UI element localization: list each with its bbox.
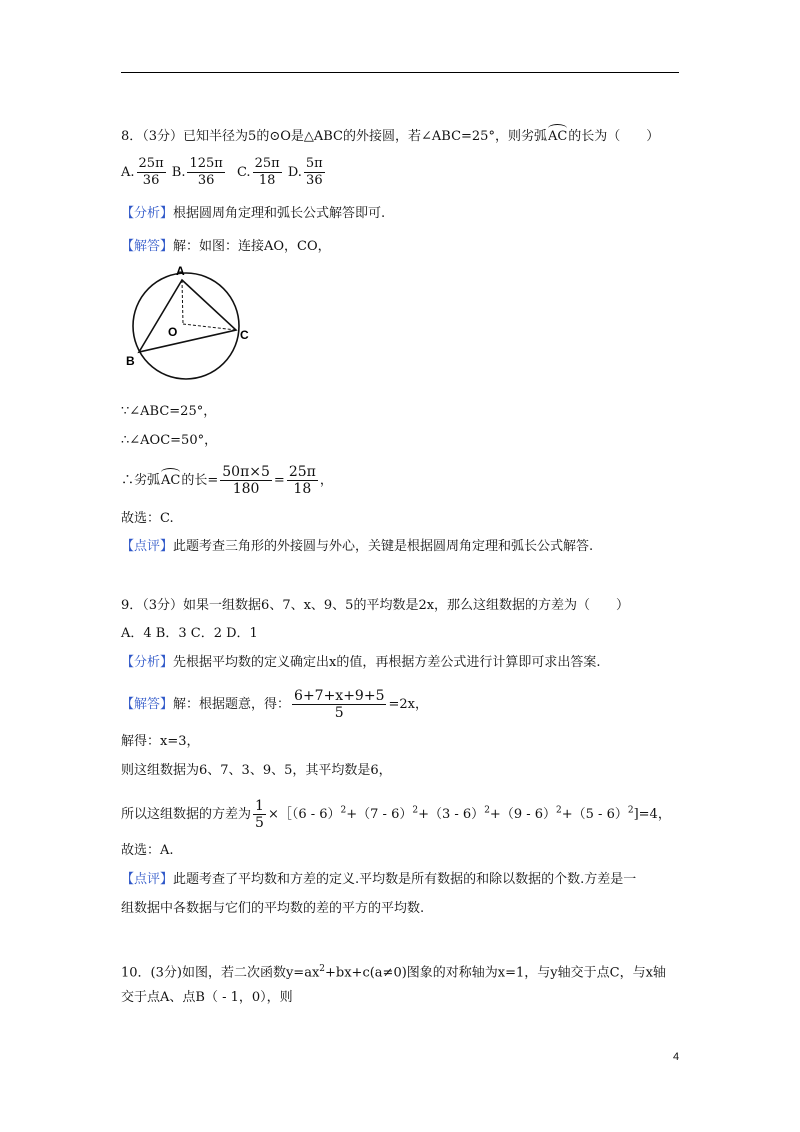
q9-comment-2: 组数据中各数据与它们的平均数的差的平方的平均数. — [121, 901, 425, 916]
arc-symbol: AC — [547, 129, 568, 144]
label-a: A — [176, 264, 185, 278]
label-c: C — [240, 328, 249, 342]
solution-tag: 【解答】 — [121, 697, 174, 712]
q8-solution-intro: 【解答】解：如图：连接AO，CO， — [121, 239, 331, 254]
q9-analysis: 【分析】先根据平均数的定义确定出x的值，再根据方差公式进行计算即可求出答案. — [121, 655, 601, 670]
q9-choice: 故选：A. — [121, 843, 174, 858]
q8-comment: 【点评】此题考查三角形的外接圆与外心，关键是根据圆周角定理和弧长公式解答. — [121, 539, 594, 554]
q8-options — [121, 156, 327, 189]
circle-figure — [118, 262, 268, 387]
q9-solution-equation: 【解答】解：根据题意，得： $\frac{6+7+x+9+5}{5}$ =2x， — [121, 688, 428, 721]
option-c: C. $\frac{25\pi}{18}$ — [236, 156, 280, 188]
comment-tag: 【点评】 — [121, 539, 174, 554]
q10-line-1: 10．(3分)如图，若二次函数$y=ax^2+bx+c(a\ne 0)$图象的对称轴为x=1，与y轴交于点C，与x轴 — [121, 964, 666, 981]
label-o: O — [168, 325, 178, 339]
triangle-abc — [139, 280, 236, 352]
q9-options: A．4 B．3 C．2 D．1 — [121, 626, 258, 641]
q8-stem: 8．（3分）已知半径为5的⊙O是△ABC的外接圆，若∠ABC=25°，则劣弧AC的长为（ ） — [121, 129, 660, 144]
comment-tag: 【点评】 — [121, 872, 174, 887]
page-number: 4 — [673, 1051, 680, 1063]
q8-step-1: ∵∠ABC=25°， — [121, 404, 217, 419]
option-a: A. $\frac{25\pi}{36}$ — [121, 156, 164, 188]
q8-step-2: ∴∠AOC=50°， — [121, 433, 218, 448]
solution-tag: 【解答】 — [121, 239, 174, 254]
segment-oc — [183, 324, 236, 330]
circumcircle — [133, 273, 239, 379]
analysis-tag: 【分析】 — [121, 206, 174, 221]
q9-data-line: 则这组数据为6、7、3、9、5，其平均数是6， — [121, 763, 392, 778]
option-d: D. $\frac{5\pi}{36}$ — [287, 156, 323, 188]
analysis-tag: 【分析】 — [121, 655, 174, 670]
q8-analysis: 【分析】根据圆周角定理和弧长公式解答即可. — [121, 206, 386, 221]
q9-comment-1: 【点评】此题考查了平均数和方差的定义.平均数是所有数据的和除以数据的个数.方差是一 — [121, 872, 637, 887]
q10-line-2: 交于点A、点B（ - 1，0），则 — [121, 990, 293, 1005]
q9-variance: 所以这组数据的方差为 $\frac{1}{5}$ ×［（6 - 6）$^2$+（7 - 6）$^2$+（3 - 6）$^2$+（9 - 6）$^2$+（5 - 6）$^2$]=4， — [121, 798, 671, 831]
q9-stem: 9．（3分）如果一组数据6、7、x、9、5的平均数是2x，那么这组数据的方差为（ ） — [121, 598, 630, 613]
header-rule — [121, 72, 679, 73]
option-b: B. $\frac{125\pi}{36}$ — [171, 156, 223, 188]
label-b: B — [126, 354, 135, 368]
q8-choice: 故选：C. — [121, 511, 174, 526]
q8-step-3: ∴劣弧AC的长= $\frac{50\pi\times 5}{180}$ = $\frac{25\pi}{18}$ ， — [121, 464, 333, 497]
segment-ao — [182, 280, 183, 324]
arc-symbol: AC — [161, 473, 181, 488]
q9-solve: 解得：x=3， — [121, 734, 200, 749]
